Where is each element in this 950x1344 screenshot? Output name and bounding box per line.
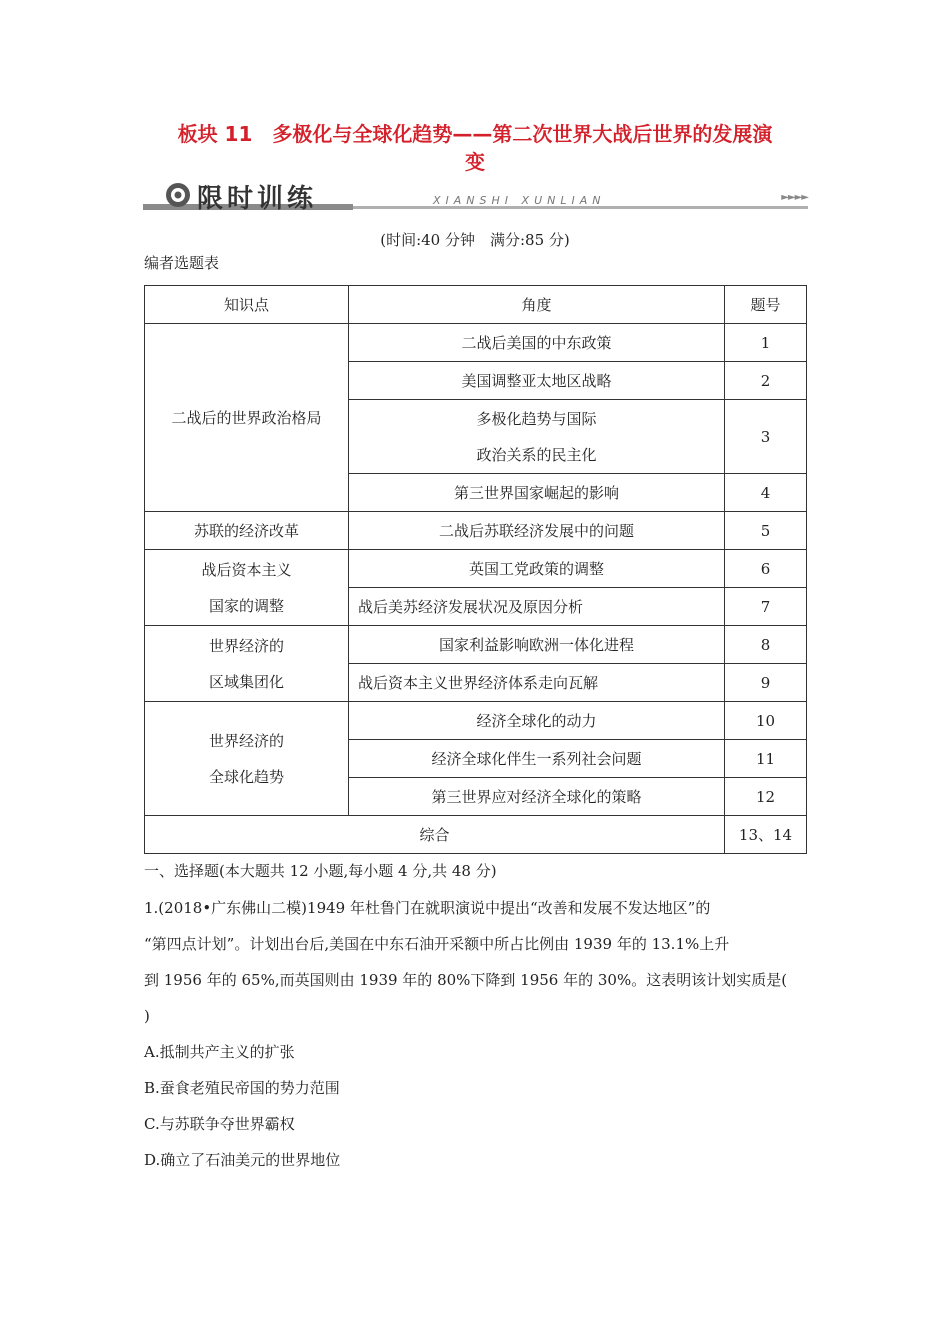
angle-cell: 国家利益影响欧洲一体化进程 — [349, 626, 725, 664]
angle-cell: 第三世界国家崛起的影响 — [349, 474, 725, 512]
topic-table — [144, 285, 807, 854]
title-line-1: 板块 11 多极化与全球化趋势——第二次世界大战后世界的发展演 — [177, 122, 773, 146]
number-cell: 10 — [725, 702, 807, 740]
number-cell: 12 — [725, 778, 807, 816]
topic-cell — [145, 550, 349, 626]
banner-pinyin: XIANSHI XUNLIAN — [433, 194, 606, 207]
number-cell: 3 — [725, 400, 807, 474]
angle-line: 政治关系的民主化 — [476, 445, 597, 464]
title-line-2: 变 — [465, 150, 485, 174]
number-cell: 2 — [725, 362, 807, 400]
number-cell: 5 — [725, 512, 807, 550]
angle-cell: 英国工党政策的调整 — [349, 550, 725, 588]
header-cell-number: 题号 — [725, 286, 807, 324]
question-line: 到 1956 年的 65%,而英国则由 1939 年的 80%下降到 1956 年的 30%。这表明该计划实质是( — [144, 971, 788, 989]
topic-cell — [145, 702, 349, 816]
angle-cell: 第三世界应对经济全球化的策略 — [349, 778, 725, 816]
banner-title: 限时训练 — [197, 184, 318, 214]
table-row — [145, 324, 807, 362]
time-info: (时间:40 分钟 满分:85 分) — [380, 231, 570, 249]
topic-line: 国家的调整 — [208, 596, 284, 615]
angle-cell: 二战后苏联经济发展中的问题 — [349, 512, 725, 550]
topic-line: 世界经济的 — [208, 731, 284, 750]
table-header-row — [145, 286, 807, 324]
angle-cell — [349, 400, 725, 474]
arrows-icon: ►►►► — [781, 192, 808, 203]
option-b: B.蚕食老殖民帝国的势力范围 — [144, 1079, 340, 1097]
question-line: 1.(2018•广东佛山二模)1949 年杜鲁门在就职演说中提出“改善和发展不发达地区”的 — [144, 899, 711, 917]
table-summary-row — [145, 816, 807, 854]
question-line: ) — [144, 1007, 150, 1025]
topic-line: 世界经济的 — [208, 636, 284, 655]
section-heading: 一、选择题(本大题共 12 小题,每小题 4 分,共 48 分) — [144, 862, 497, 880]
angle-cell: 二战后美国的中东政策 — [349, 324, 725, 362]
section-banner — [143, 178, 808, 214]
topic-line: 区域集团化 — [208, 672, 284, 691]
topic-line: 全球化趋势 — [208, 767, 284, 786]
option-a: A.抵制共产主义的扩张 — [144, 1043, 295, 1061]
option-c: C.与苏联争夺世界霸权 — [144, 1115, 295, 1133]
table-row — [145, 550, 807, 588]
page-title — [140, 120, 810, 176]
topic-cell — [145, 626, 349, 702]
topic-cell: 二战后的世界政治格局 — [145, 324, 349, 512]
question-line: “第四点计划”。计划出台后,美国在中东石油开采额中所占比例由 1939 年的 13.1%上升 — [144, 935, 730, 953]
topic-cell: 苏联的经济改革 — [145, 512, 349, 550]
angle-cell: 经济全球化的动力 — [349, 702, 725, 740]
question-1 — [144, 890, 814, 1178]
summary-number-cell: 13、14 — [725, 816, 807, 854]
angle-cell: 经济全球化伴生一系列社会问题 — [349, 740, 725, 778]
angle-line: 多极化趋势与国际 — [476, 409, 597, 428]
topic-line: 战后资本主义 — [201, 560, 292, 579]
target-icon — [165, 182, 191, 208]
table-row — [145, 512, 807, 550]
summary-label-cell: 综合 — [145, 816, 725, 854]
header-cell-angle: 角度 — [349, 286, 725, 324]
number-cell: 1 — [725, 324, 807, 362]
number-cell: 4 — [725, 474, 807, 512]
table-row — [145, 702, 807, 740]
option-d: D.确立了石油美元的世界地位 — [144, 1151, 341, 1169]
table-row — [145, 626, 807, 664]
number-cell: 11 — [725, 740, 807, 778]
table-caption: 编者选题表 — [144, 254, 220, 272]
angle-cell: 战后资本主义世界经济体系走向瓦解 — [349, 664, 725, 702]
header-cell-topic: 知识点 — [145, 286, 349, 324]
number-cell: 6 — [725, 550, 807, 588]
number-cell: 9 — [725, 664, 807, 702]
angle-cell: 战后美苏经济发展状况及原因分析 — [349, 588, 725, 626]
angle-cell: 美国调整亚太地区战略 — [349, 362, 725, 400]
number-cell: 7 — [725, 588, 807, 626]
number-cell: 8 — [725, 626, 807, 664]
